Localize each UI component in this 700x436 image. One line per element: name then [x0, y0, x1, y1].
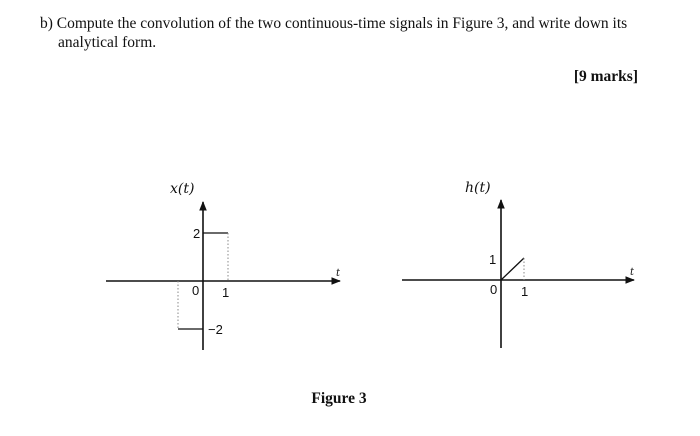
plot-h-of-t — [402, 180, 635, 348]
plot-x-of-t — [106, 181, 341, 350]
h-signal-ramp — [501, 258, 524, 280]
x-plot-tick-0: 0 — [192, 283, 200, 298]
h-plot-title: h(t) — [465, 180, 491, 196]
h-plot-tick-0: 0 — [490, 282, 498, 297]
x-plot-tick-1: 1 — [222, 285, 230, 300]
marks-label: [9 marks] — [573, 68, 638, 85]
x-plot-axis-variable: t — [336, 268, 341, 279]
x-plot-title: x(t) — [170, 181, 195, 197]
question-line-1: b) Compute the convolution of the two continuous-time signals in Figure 3, and write down its — [40, 15, 628, 32]
h-plot-tick-1-x: 1 — [521, 284, 529, 299]
figure-caption: Figure 3 — [311, 390, 367, 407]
x-plot-tick-neg-2: −2 — [208, 322, 223, 337]
question-line-2: analytical form. — [58, 34, 157, 51]
h-plot-axis-variable: t — [630, 267, 635, 278]
x-plot-tick-2: 2 — [193, 226, 201, 241]
h-plot-tick-1-y: 1 — [489, 252, 497, 267]
